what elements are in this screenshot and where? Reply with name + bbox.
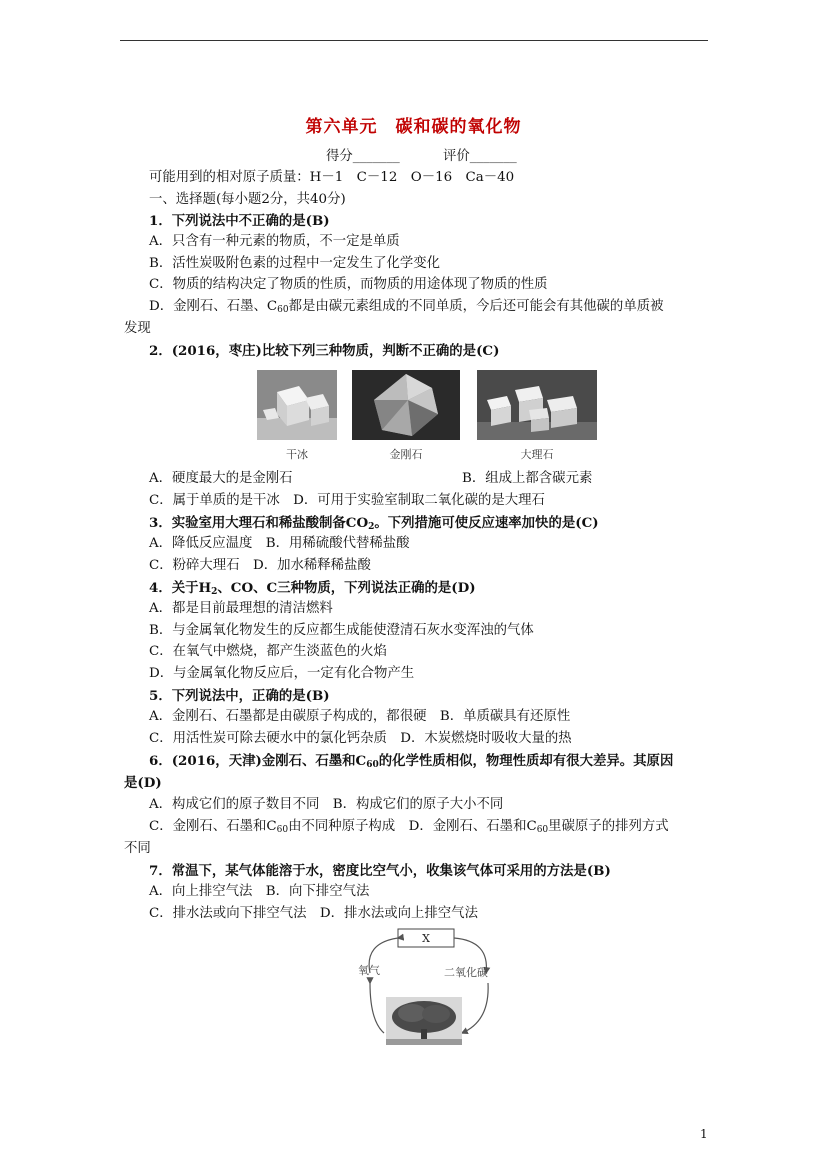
arrow-co2-to-tree xyxy=(462,983,488,1033)
q4-option-b: B．与金属氧化物发生的反应都生成能使澄清石灰水变浑浊的气体 xyxy=(149,623,534,638)
evaluation-field: 评价_______ xyxy=(443,149,517,164)
q6-options-cd: C．金刚石、石墨和$C_{60}$由不同种原子构成 D．金刚石、石墨和$C_{60}$里碳原子的排列方式 xyxy=(149,819,669,835)
caption-dry-ice: 干冰 xyxy=(286,448,308,461)
score-field: 得分_______ xyxy=(326,149,400,164)
question-2-answer: C xyxy=(482,343,494,359)
question-7-answer: B xyxy=(593,863,605,879)
caption-marble: 大理石 xyxy=(520,448,554,461)
page-title: 第六单元 碳和碳的氧化物 xyxy=(305,117,522,137)
q1-option-d-continued: 发现 xyxy=(124,321,151,336)
q7-options-ab: A．向上排空气法 B．向下排空气法 xyxy=(149,884,370,899)
q4-option-c: C．在氧气中燃烧，都产生淡蓝色的火焰 xyxy=(149,644,387,659)
q2-option-a: A．硬度最大的是金刚石 xyxy=(149,471,293,486)
question-1-stem: 1．下列说法中不正确的是(B) xyxy=(149,213,330,229)
question-2-stem: 2．(2016，枣庄)比较下列三种物质，判断不正确的是(C) xyxy=(149,343,500,359)
q1-option-d: D．金刚石、石墨、$C_{60}$都是由碳元素组成的不同单质，今后还可能会有其他碳的单质被 xyxy=(149,299,664,315)
arrow-tree-to-oxygen xyxy=(370,983,384,1033)
caption-diamond: 金刚石 xyxy=(389,448,423,461)
question-4-stem: 4．关于$H_2$、CO、C三种物质，下列说法正确的是(D) xyxy=(149,580,476,597)
carbon-cycle-diagram xyxy=(340,925,520,1050)
question-7-stem: 7．常温下，某气体能溶于水，密度比空气小，收集该气体可采用的方法是(B) xyxy=(149,863,611,879)
q3-options-cd: C．粉碎大理石 D．加水稀释稀盐酸 xyxy=(149,558,371,573)
q5-options-cd: C．用活性炭可除去硬水中的氯化钙杂质 D．木炭燃烧时吸收大量的热 xyxy=(149,731,572,746)
question-1-answer: B xyxy=(311,213,324,229)
question-5-stem: 5．下列说法中，正确的是(B) xyxy=(149,688,330,704)
dry-ice-image xyxy=(257,370,337,440)
question-5-answer: B xyxy=(311,688,324,704)
header-rule xyxy=(120,40,708,41)
marble-image xyxy=(477,370,597,440)
q1-option-b: B．活性炭吸附色素的过程中一定发生了化学变化 xyxy=(149,256,441,271)
q2-option-b: B．组成上都含碳元素 xyxy=(462,471,593,486)
page-number: 1 xyxy=(700,1127,708,1141)
q6-option-d-continued: 不同 xyxy=(124,841,151,856)
q4-option-d: D．与金属氧化物反应后，一定有化合物产生 xyxy=(149,666,415,681)
question-6-answer: D xyxy=(143,775,156,791)
section-heading: 一、选择题(每小题2分，共40分) xyxy=(149,192,346,207)
q7-options-cd: C．排水法或向下排空气法 D．排水法或向上排空气法 xyxy=(149,906,478,921)
q2-options-cd: C．属于单质的是干冰 D．可用于实验室制取二氧化碳的是大理石 xyxy=(149,493,545,508)
diamond-image xyxy=(352,370,460,440)
q1-option-c: C．物质的结构决定了物质的性质，而物质的用途体现了物质的性质 xyxy=(149,277,548,292)
question-4-answer: D xyxy=(457,580,470,596)
q3-options-ab: A．降低反应温度 B．用稀硫酸代替稀盐酸 xyxy=(149,536,410,551)
q6-options-ab: A．构成它们的原子数目不同 B．构成它们的原子大小不同 xyxy=(149,797,504,812)
diagram-box-label: X xyxy=(422,932,430,945)
q1-option-a: A．只含有一种元素的物质，不一定是单质 xyxy=(149,234,400,249)
question-3-stem: 3．实验室用大理石和稀盐酸制备$CO_2$。下列措施可使反应速率加快的是(C) xyxy=(149,515,599,532)
q5-options-ab: A．金刚石、石墨都是由碳原子构成的，都很硬 B．单质碳具有还原性 xyxy=(149,709,571,724)
atomic-mass-line: 可能用到的相对原子质量：H－1 C－12 O－16 Ca－40 xyxy=(149,170,515,185)
diagram-label-co2: 二氧化碳 xyxy=(444,966,488,979)
q4-option-a: A．都是目前最理想的清洁燃料 xyxy=(149,601,333,616)
question-6-stem-continued: 是(D) xyxy=(124,775,162,791)
question-6-stem: 6．(2016，天津)金刚石、石墨和$C_{60}$的化学性质相似，物理性质却有很大差异。其原因 xyxy=(149,753,674,770)
question-3-answer: C xyxy=(581,515,593,531)
diagram-label-oxygen: 氧气 xyxy=(358,964,380,977)
